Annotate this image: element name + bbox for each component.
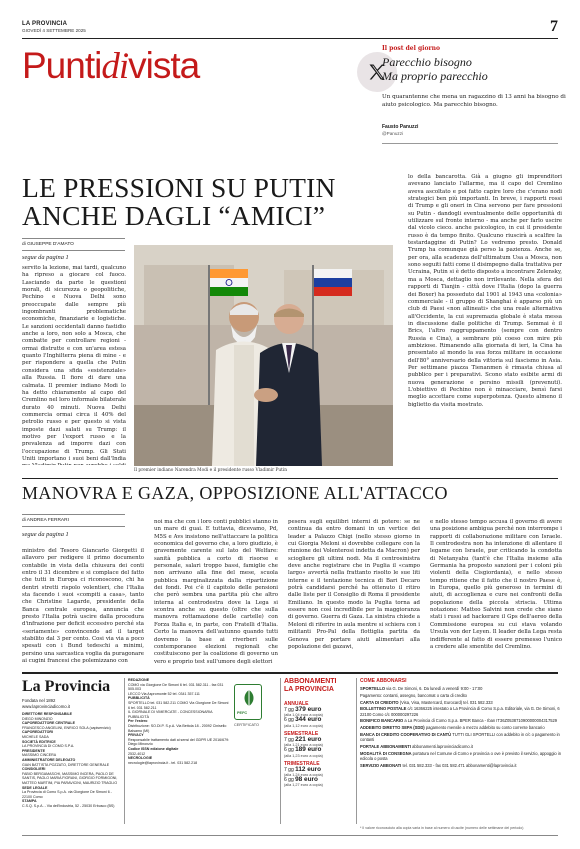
staff-entry bbox=[22, 799, 122, 808]
issue-date: GIOVEDÌ 4 SETTEMBRE 2025 bbox=[22, 28, 86, 33]
howto-text: Pagamento: contanti, assegno, bancomat o carta di credito bbox=[360, 692, 467, 698]
howto-entry bbox=[360, 718, 562, 723]
howto-list bbox=[360, 686, 562, 822]
contact-entry bbox=[128, 678, 230, 692]
post-author: Fausto Panuzzi bbox=[382, 124, 419, 130]
subscription-days: 6 gg bbox=[284, 747, 296, 754]
masthead bbox=[22, 21, 86, 34]
howto-note: * Il valore riconosciuto alla copia varia in base al numero di uscite (numero delle settimane del periodo) bbox=[360, 826, 524, 830]
howto-label: ADDEBITO DIRETTO SEPA (SDD) bbox=[360, 725, 426, 731]
staff-role: SOCIETÀ EDITRICE bbox=[22, 739, 56, 744]
subscription-price: 189 euro bbox=[295, 746, 322, 754]
post-title-line2: Ma proprio parecchio bbox=[382, 69, 488, 83]
newspaper-name: LA PROVINCIA bbox=[22, 21, 68, 27]
article1-headline bbox=[22, 174, 402, 230]
subscription-group-name: SEMESTRALE bbox=[284, 730, 319, 737]
contact-name: LECCO Via Aspromonte 52 tel. 0341 357.111 bbox=[128, 691, 200, 696]
howto-title: COME ABBONARSI bbox=[360, 678, 407, 684]
staff-entry bbox=[22, 730, 122, 739]
howto-text: abbonamenti.laprovinciadicomo.it bbox=[412, 744, 473, 750]
staff-entry bbox=[22, 740, 122, 749]
staff-name: MASSIMO CINCERA bbox=[22, 753, 57, 758]
subscription-note: (alla 1,23 euro a copia) bbox=[284, 753, 323, 758]
staff-role: SEDE LEGALE bbox=[22, 785, 48, 790]
post-title bbox=[382, 55, 562, 83]
footer-founded: Fondata nel 1892 bbox=[22, 698, 56, 703]
howto-label: SERVIZIO ABBONATI bbox=[360, 763, 403, 769]
article1-column-1: servito la lezione, mai tardi, qualcuno ha ripreso a giocare col fuoco. Lasciando da parte le questioni morali, di sicurezza o geopolitiche, Pechino e Nuova Delhi sono preoccupate dalle sempre più ingombranti problematiche economiche, finanziarie e logistiche. Le sanzioni occidentali danno fastidio anche a loro, non solo a Mosca, che combatte per controllare regioni - ormai distrutte e con un'area estesa quanto l'Inghilterra piena di mine - e per rispondere a quella che Putin considera una sfida «esistenziale» alla Russia. Il fiore di dare una calmata. Il premier indiano Modi lo ha detto chiaramente al capo del Cremlino nel loro informale bilaterale durato 40 minuti. Nuova Delhi commercia ormai circa il 40% del petrolio russo e per questo si vista imposte dazi salati su Trump: il motivo per l'export russo e la prevalenza ad imporre dazi con l'occupazione di Trump. Gli Stati Uniti importano i suoi beni dall'India bbox=[22, 265, 126, 462]
pefc-note: CERTIFICATO bbox=[234, 723, 259, 727]
howto-label: BOLLETTINO POSTALE bbox=[360, 706, 408, 712]
howto-text: (Visa, Visa, Mastercard, Eurocard) tel. 031 582.333 bbox=[399, 699, 493, 705]
howto-entry bbox=[360, 725, 562, 730]
subscription-note: (alla 1,04 euro a copia) bbox=[284, 713, 323, 718]
byline-rule bbox=[22, 250, 125, 251]
article2-headline: MANOVRA E GAZA, OPPOSIZIONE ALL'ATTACCO bbox=[22, 483, 448, 503]
contact-entry bbox=[128, 756, 230, 765]
contact-name: COMO via Giorgione De Simoni 6 tel. 031 582.311 - fax 031 505.003 bbox=[128, 682, 224, 692]
howto-text: tel. 031 582.333 - fax 031 582.471 abbonamenti@laprovincia.it bbox=[402, 763, 517, 769]
article1-byline: di GIUSEPPE D'AMATO bbox=[22, 242, 74, 247]
contact-role: Per l'estero bbox=[128, 719, 148, 724]
subscriptions-title-line1: ABBONAMENTI bbox=[284, 678, 337, 685]
howto-entry bbox=[360, 744, 562, 749]
staff-entry bbox=[22, 721, 122, 730]
staff-name: La Provincia di Como S.p.A. via Giorgione De Simoni 6 - 22100 Como bbox=[22, 790, 112, 799]
staff-role: DIRETTORE RESPONSABILE bbox=[22, 712, 73, 716]
article1-headline-line2: ANCHE DAGLI “AMICI” bbox=[22, 200, 326, 231]
howto-entry bbox=[360, 706, 562, 717]
post-body: Un quarantenne che mena un ragazzino di 13 anni ha bisogno di aiuto psicologico. Ma parecchio bisogno. bbox=[382, 94, 566, 108]
staff-name: C.S.Q. S.p.A. - Via dell'Industria, 52 - 25030 Erbusco (BS) bbox=[22, 803, 115, 808]
contact-role: PUBBLICITÀ bbox=[128, 696, 150, 701]
subscription-price: 344 euro bbox=[295, 716, 322, 724]
subscriptions-title bbox=[284, 678, 337, 694]
howto-label: BANCA DI CREDITO COOPERATIVO DI CANTÙ bbox=[360, 732, 453, 738]
contact-name: necrologie@laprovincia.it - tel. 031 582.218 bbox=[128, 760, 198, 765]
subscription-group-name: TRIMESTRALE bbox=[284, 760, 320, 767]
article2-column-2: noi ma che con i loro conti pubblici stanno in un mare di guai. E tuttavia, dicevamo, Pd, M5S e Avs insistono nell'attaccare la politica economica del governo che, a loro giudizio, è gravemente carente sul lato del Welfare: sanità pubblica a corto di risorse e personale, salari troppo bassi, famiglie che non arrivano alla fine del mese, scuola pubblica marginalizzata dalla ripartizione dei fondi. Poi c'è il capitolo delle pensioni che però sembra una partita più che altro interna al centrodestra dove la Lega si scontra anche su questo (oltre che sulla manovra rottamazione delle cartelle) con Forza Italia e, in parte, con Fratelli d'Italia. Certo la manovra dell'autunno quando tutti dovremo la base ai riverberi sulle contemporanee elezioni regionali che costituiscono per la coalizione di governo un vero e proprio test sull'umore degli elettori bbox=[154, 519, 278, 665]
staff-name: LA PROVINCIA DI COMO S.P.A. bbox=[22, 744, 75, 749]
contact-role: Codice ISSN edizione digitale bbox=[128, 746, 179, 751]
footer-contacts bbox=[128, 678, 230, 828]
article1-continued: segue da pagina 1 bbox=[22, 254, 69, 261]
footer-rule bbox=[22, 672, 558, 674]
footer-separator bbox=[280, 678, 281, 824]
post-handle: @Panuzzi bbox=[382, 131, 404, 136]
staff-role: AMMINISTRATORE DELEGATO bbox=[22, 757, 76, 762]
section-title-part3: vista bbox=[128, 45, 200, 86]
contact-role: PRIVACY bbox=[128, 733, 144, 738]
howto-entry bbox=[360, 686, 562, 691]
staff-role: STAMPA bbox=[22, 799, 37, 804]
article1-column-2 bbox=[408, 140, 562, 470]
howto-entry bbox=[360, 693, 562, 698]
howto-label: SPORTELLO bbox=[360, 686, 387, 691]
howto-entry bbox=[360, 732, 562, 743]
subscription-days: 7 gg bbox=[284, 736, 296, 743]
staff-entry bbox=[22, 712, 122, 721]
staff-name: FABIO BERGAMASCHI, MASSIMO INCERA, PAOLO DE SANTIS, PAOLO MARIA FIORANI, GIORGIO FORMIGONI, MATTEO MARTINI, PIA PARAVICINI, MAURIZIO TRAGLIO bbox=[22, 771, 118, 785]
staff-name: GIAN BATTISTA POZZATO, DIRETTORE GENERALE bbox=[22, 762, 110, 767]
subscription-note: (alla 1,21 euro a copia) bbox=[284, 743, 323, 748]
footer-logo: La Provincia bbox=[22, 678, 111, 695]
contact-name: SPORTELLO tel. 031 582.211 COMO Via Giorgione De Simoni 6 tel. 031 582.211 bbox=[128, 700, 229, 710]
byline-rule bbox=[22, 238, 125, 239]
subscription-days: 7 gg bbox=[284, 707, 296, 713]
staff-role: PRESIDENTE bbox=[22, 748, 45, 753]
contact-entry bbox=[128, 710, 230, 719]
article1-headline-line1: LE PRESSIONI SU PUTIN bbox=[22, 172, 336, 203]
howto-text: TUTTI GLI SPORTELLI con addebito in c/c o pagamento in contanti bbox=[360, 732, 560, 743]
howto-text: via G. De Simoni, 6. Da lunedì a venerdì 9:00 - 17:00 bbox=[386, 686, 483, 691]
article2-column-4: e nello stesso tempo accusa il governo di avere una posizione ambigua perché non interrompe i rapporti di collaborazione militare con Israele. Il centrodestra non ha intenzione di allentare il legame con Israele, pur criticando la condotta di Netanyahu (tant'è che l'Italia insieme alla Germania ha proposto sanzioni per i coloni più violenti della Cisgiordania), e nello stesso tempo ritiene che il fatto che il nostro Paese è, in Europa, quello più generoso in termini di aiuti, di accoglienza e cure nei confronti della popolazione della piccola striscia. Ultima notazione: Matteo Salvini non crede che siano stati i russi ad hackerare il Gps dell'aereo della Commissione europea su cui stava volando Ursula von der Leyen. Il leader della Lega resta indifferente al fatto di essere premesso l'unico a credere alle smentite del Cremlino. bbox=[430, 519, 562, 650]
subscriptions-list bbox=[284, 698, 354, 787]
staff-name: MICHELE SADA bbox=[22, 734, 49, 739]
article2-column-3: pesera sugli equilibri interni di potere: se ne continua da entro domani in un vertice dei leader a Palazzo Chigi (nello stesso giorno in cui Giorgia Meloni si dovrebbe collegare con la riunione dei Volenterosi indetta da Macron) per sciogliere gli ultimi nodi. Ma il centrosinistra deve anche registrare che in Puglia il «campo largo» avvertà nella frattanto risolto le sue liti interne e il tentazione tecnica di Bari Decaro potrà candidarsi perché ha ottenuto il ritiro dalle liste per il Consiglio di Roma il presidente Emiliano. In questo modo la Puglia torna ad essere non così incredibile per la maggioranza di governo. Guerra di Gaza. La sinistra chiede a Meloni di riferire in aula mentre si schiera con i militanti Pro-Pal della flottiglia partita da Genova per portare aiuti alimentari alla popolazione dei gazawi, bbox=[288, 519, 420, 650]
contact-entry bbox=[128, 747, 230, 756]
howto-text: a La Provincia di Como S.p.a. BPER Banca - Iban IT36Z0538710900000004317529 bbox=[404, 718, 558, 724]
contact-name: Responsabile trattamento dati ai sensi del GDPR UE 2016/679: Diego Minonzio bbox=[128, 737, 230, 747]
subscription-price: 379 euro bbox=[295, 706, 322, 713]
contact-entry bbox=[128, 719, 230, 733]
section-title bbox=[22, 43, 199, 90]
staff-entry bbox=[22, 758, 122, 767]
howto-label: PORTALE ABBONAMENTI bbox=[360, 744, 413, 750]
howto-text: portatura nel Comune di Como e provincia o ove è previsto il servizio, appoggio in edicola o posta bbox=[360, 750, 561, 762]
contact-entry bbox=[128, 696, 230, 710]
howto-text: pagamento mensile a mezzo addebito su conto corrente bancario bbox=[425, 725, 545, 731]
bottom-rule bbox=[22, 835, 558, 836]
pefc-logo-icon bbox=[234, 684, 262, 720]
contact-entry bbox=[128, 733, 230, 747]
howto-entry bbox=[360, 700, 562, 705]
subscription-group-name: ANNUALE bbox=[284, 701, 309, 707]
subscription-days: 6 gg bbox=[284, 717, 296, 724]
contact-name: IL GIORNALE DI VIMERCATE - CONCESSIONARIA PUBBLICITÀ bbox=[128, 710, 213, 719]
subscription-note: (alla 1,27 euro a copia) bbox=[284, 783, 323, 788]
howto-entry bbox=[360, 763, 562, 768]
subscription-note: (alla 1,24 euro a copia) bbox=[284, 773, 323, 778]
staff-entry bbox=[22, 749, 122, 758]
post-kicker: Il post del giorno bbox=[382, 45, 440, 52]
howto-label: CARTA DI CREDITO bbox=[360, 699, 400, 705]
howto-label: MODALITÀ DI CONSEGNA bbox=[360, 750, 413, 756]
article2-column-1: ministro del Tesoro Giancarlo Giorgetti il allavoro per redigere il primo documento contabile in vista della chiusura dei conti entro il 31 dicembre e si complace del fatto che tutti in Europa ci riconoscono, chi ha dentri stretti rispolo volentieri, che l'Italia sta facendo i suoi «compiti a casa», tanto che Christine Lagarde, presidente della Banca centrale europea, annuncia che presto l'Italia potrà uscire dalla procedura d'infrazione per deficit eccessivo perché sta «seriamente» convincendo ad il target stabilito dal 3 per cento. Cosi via via a poco spesati con i Bund tedeschi a minimi, persino una sarcastica voglia da puragonare ai cugini francesi che polemizzano con bbox=[22, 548, 144, 665]
contact-name: 2532-4012 bbox=[128, 751, 146, 756]
staff-role: CONSIGLIERI bbox=[22, 767, 46, 772]
footer-separator bbox=[356, 678, 357, 824]
subscription-days: 6 gg bbox=[284, 777, 296, 784]
subscription-price: 221 euro bbox=[295, 735, 322, 743]
article2-continued: segue da pagina 1 bbox=[22, 531, 69, 538]
staff-entry bbox=[22, 786, 122, 800]
article2-byline: di ANDREA FERRARI bbox=[22, 518, 69, 523]
byline-rule bbox=[22, 526, 125, 527]
contact-role: REDAZIONE bbox=[128, 678, 150, 682]
subscription-note: (alla 1,12 euro a copia) bbox=[284, 723, 323, 728]
article1-column-2-text: lo della bancarotta. Già a giugno gli imprenditori avevano lanciato l'allarme, ma il capo del Cremlino aveva ascoltato e poi fatto capire loro che c'erano nodi strategici ben più importanti. In breve, i rapporti rossi di Trump e gli oneri in Cina servono per fare pressioni su Putin - dandogli eventualmente delle opportunità di utilizzare sul fronte interno - ma anche per farlo uscire dal vicolo cieco. anche psicologico, in cui il presidente russo è da tempo finito. Qualcuno riuscirà a scalfire la testardaggine di Putin? Lo vedremo presto. Donald Trump ha comunque già perso la pazienza. Anche se, per ora, alla scadenza dell'ultimatum Usa a Mosca, non sono seguiti fatti come il disimpegno dalla trattativa per Ucraina, Putin si è detto disposto a incontrare Zelensky, ma a Mosca, dettaglio non irrilevante. Nella sfera dei rapporti di Tianjin - città dove l'Italia (dopo la guerra dei Boxer) ha posseduto dal 1901 al 1943 una «colonia» commerciale - il gruppo di Shanghai è apparso più un club di Paesi «non allineati» che una reale alternativa all'Occidente, la cui supremazia globale è stata messa in discussione dalle politiche di Trump. Semmai è il Brics, l'altro raggruppamento (sempre con dentro Russia e Cina), a sembrare più coeso con mire più ambiziose. Rimanendo alla giornata di ieri, la Cina ha presentato al mondo la sua forza militare in occasione dell'80° anniversario della vittoria sul fascismo in Asia. Per settimane piazza Tienanmen è rimasta chiusa al pubblico per i preparativi. Scono stato esibite armi di nuova generazione e persino missili (prevenuti). L'obiettivo di Pechino non è minacciare, bensì farsi meglio accettare come superpotenza. Questo almeno il biglietto da visita mostrato. bbox=[408, 174, 562, 408]
subscriptions-title-line2: LA PROVINCIA bbox=[284, 686, 334, 693]
subscription-price: 112 euro bbox=[295, 765, 322, 773]
page-number: 7 bbox=[550, 18, 558, 35]
footer-site: www.laprovinciadicomo.it bbox=[22, 704, 70, 709]
top-rule bbox=[22, 38, 558, 39]
pefc-label: PEFC bbox=[237, 711, 248, 715]
howto-text: c/c 16366225 intestato a La Provincia di Como S.p.a. Editoriale, via G. De Simoni, 6 22100 Como c/c 000000297226 bbox=[360, 706, 560, 717]
byline-rule bbox=[22, 514, 125, 515]
section-title-part2: di bbox=[101, 46, 129, 87]
staff-role: CAPOREDATTORI bbox=[22, 730, 54, 735]
news-photo bbox=[134, 245, 393, 466]
article-separator bbox=[22, 478, 558, 479]
subscription-days: 7 gg bbox=[284, 766, 296, 773]
contact-name: Distribuzione: SO.DI.P. S.p.A. Via Bettola 18 - 20092 Cinisello Balsamo (MI) bbox=[128, 723, 227, 733]
footer-separator bbox=[124, 678, 125, 824]
post-title-line1: Parecchio bisogno bbox=[382, 55, 472, 69]
contact-role: NECROLOGIE bbox=[128, 756, 153, 761]
photo-caption: Il premier indiano Narendra Modi e il presidente russo Vladimir Putin bbox=[134, 468, 288, 473]
staff-name: DIEGO MINONZIO bbox=[22, 716, 53, 721]
staff-name: FRANCESCO ANGELINI, ENRICO SOLA (capiservizio) bbox=[22, 725, 111, 730]
staff-role: CAPOREDATTORE CENTRALE bbox=[22, 721, 75, 726]
section-title-part1: Punti bbox=[22, 45, 102, 86]
howto-entry bbox=[360, 751, 562, 762]
footer-staff-list bbox=[22, 712, 122, 830]
howto-label: BONIFICO BANCARIO bbox=[360, 718, 405, 724]
subscription-price: 98 euro bbox=[295, 776, 318, 784]
staff-entry bbox=[22, 767, 122, 785]
